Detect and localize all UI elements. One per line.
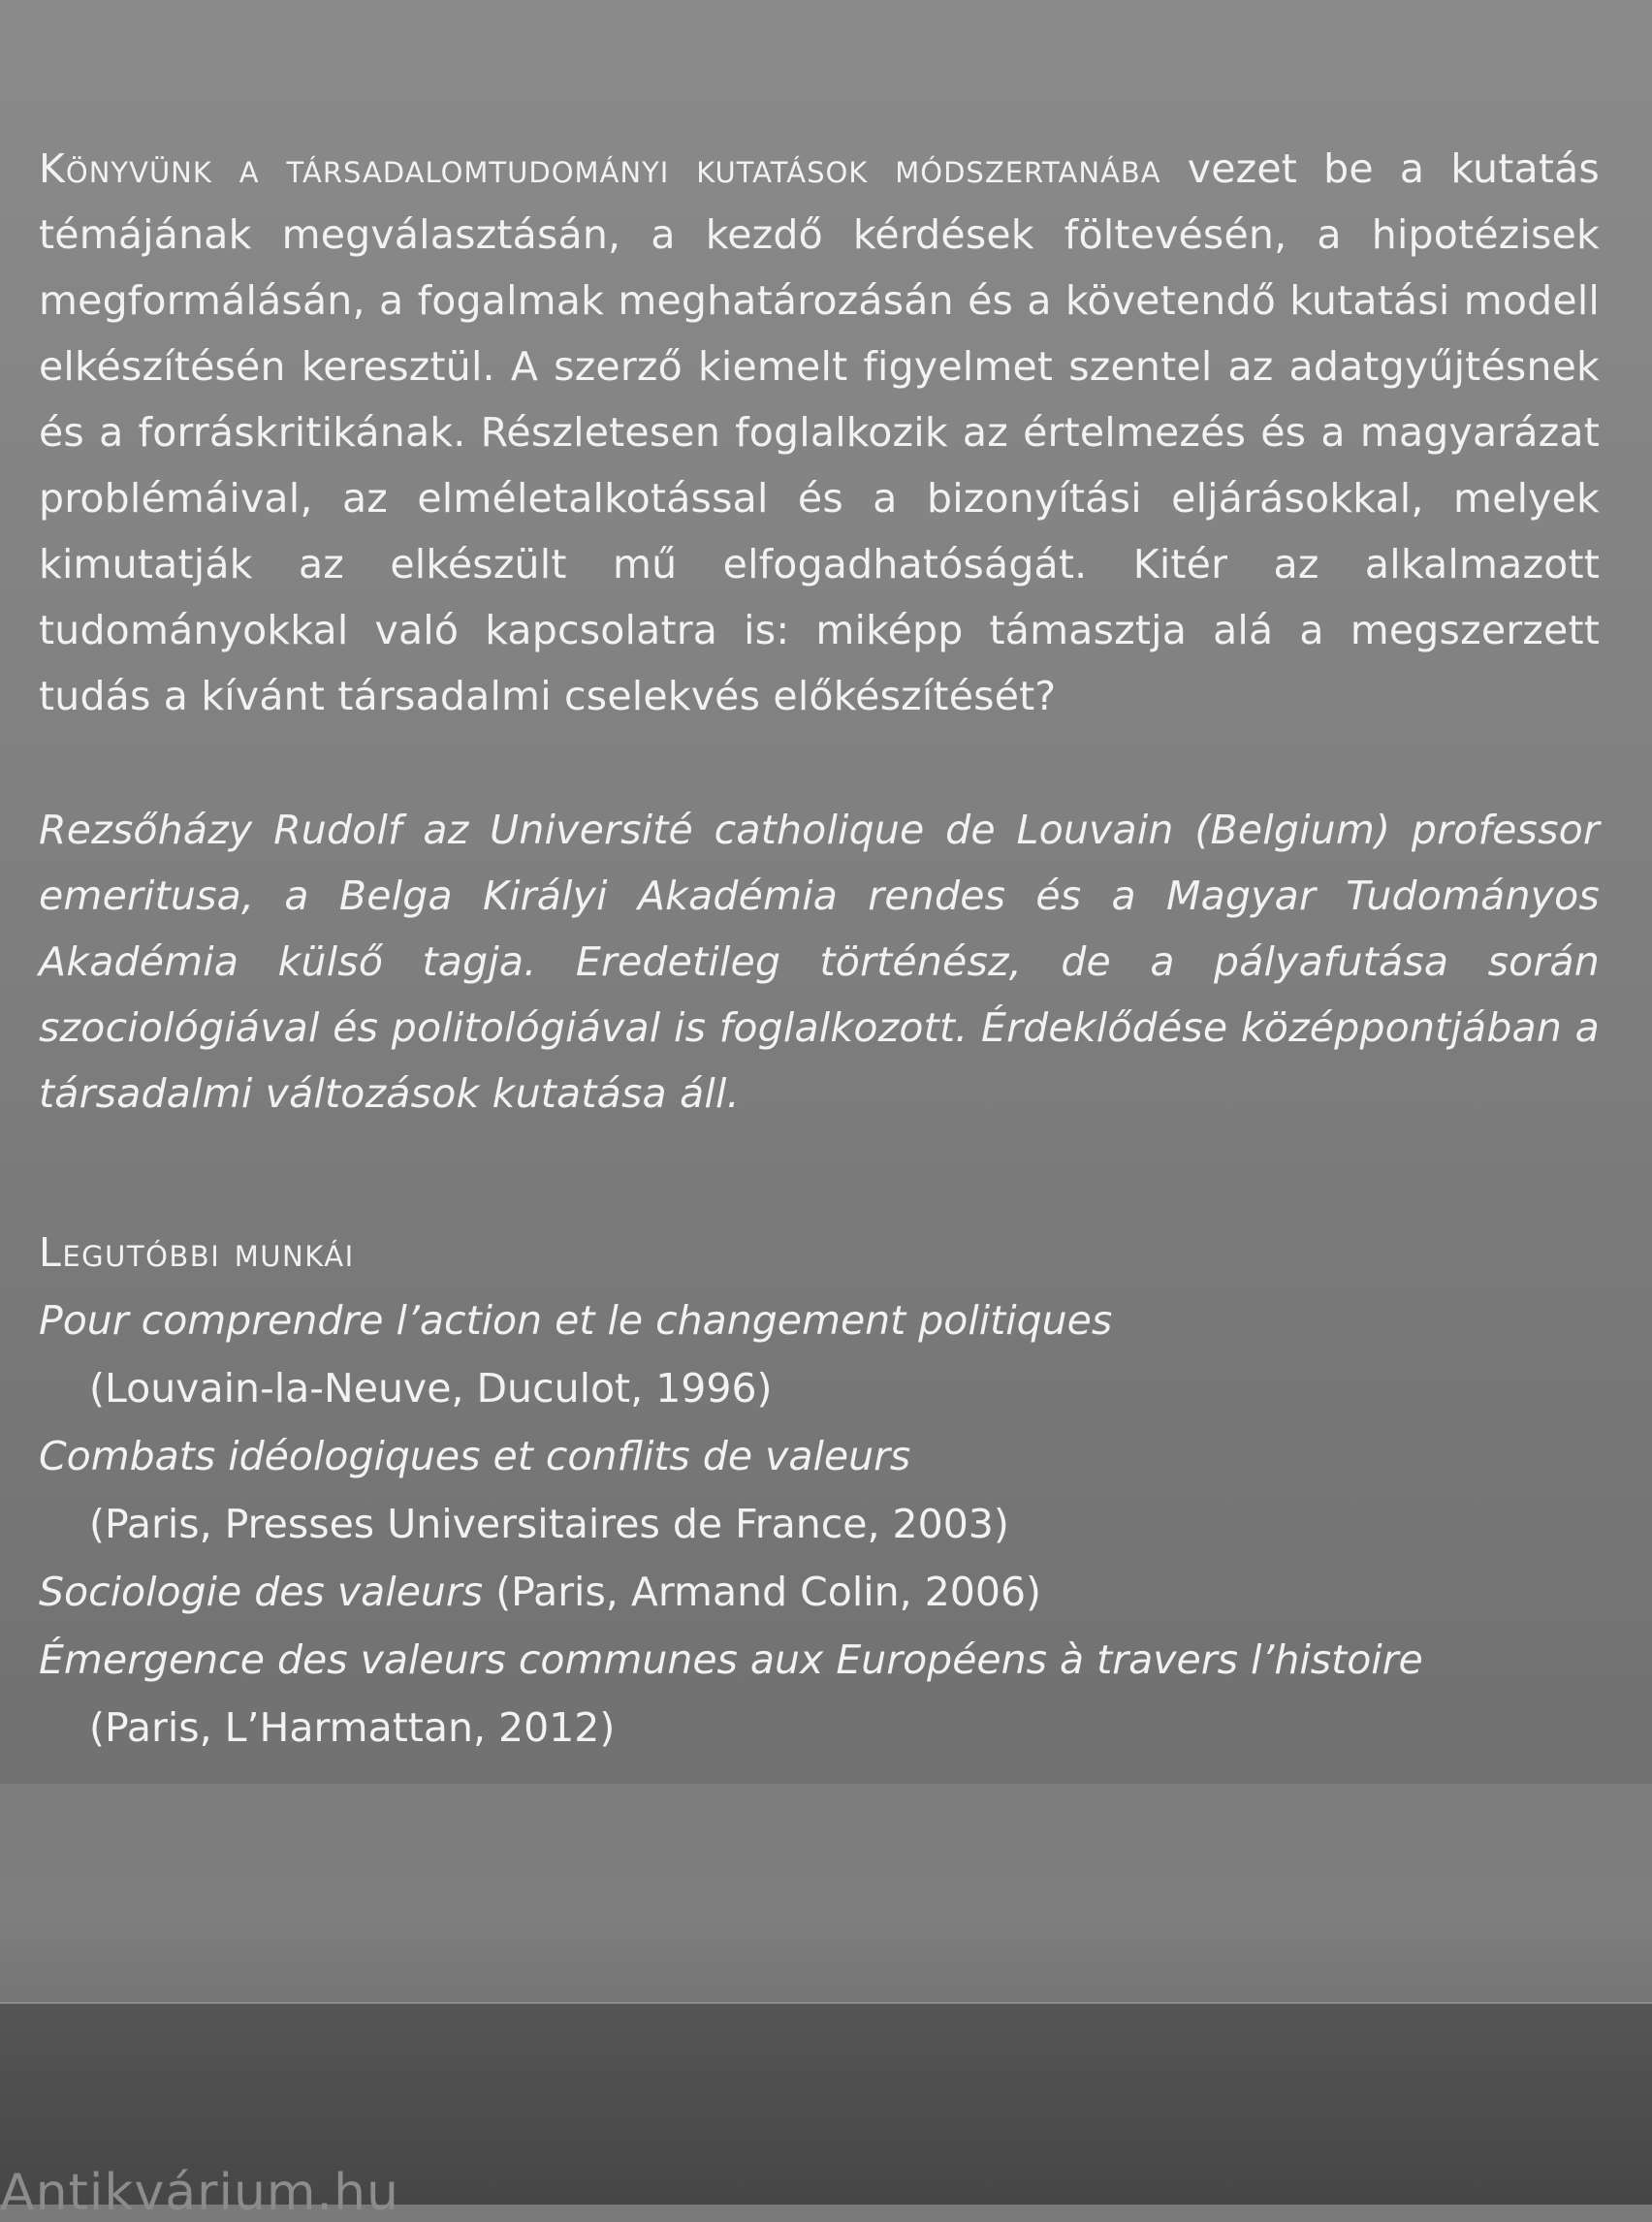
work-title: Sociologie des valeurs xyxy=(39,1569,484,1615)
work-item xyxy=(39,1558,1600,1626)
work-title: Pour comprendre l’action et le changement politiques xyxy=(39,1297,1113,1344)
work-publication: (Louvain-la-Neuve, Duculot, 1996) xyxy=(89,1365,773,1412)
book-description xyxy=(39,136,1600,729)
work-title: Émergence des valeurs communes aux Européens à travers l’histoire xyxy=(39,1636,1423,1683)
cover-lower-band xyxy=(0,1784,1652,2002)
work-item xyxy=(39,1626,1600,1762)
work-item xyxy=(39,1422,1600,1558)
author-bio: Rezsőházy Rudolf az Université catholique de Louvain (Belgium) professor emeritusa, a Belga Királyi Akadémia rendes és a Magyar Tudományos Akadémia külső tagja. Eredetileg történész, de a pályafutása során szociológiával és politológiával is foglalkozott. Érdeklődése középpontjában a társadalmi változások kutatása áll. xyxy=(39,807,1600,1117)
back-cover-text xyxy=(39,136,1600,1762)
work-publication: (Paris, Presses Universitaires de France, 2003) xyxy=(89,1501,1009,1547)
work-publication: (Paris, L’Harmattan, 2012) xyxy=(89,1704,616,1751)
recent-works xyxy=(39,1219,1600,1762)
work-item xyxy=(39,1286,1600,1422)
watermark-text: Antikvárium.hu xyxy=(0,2164,399,2222)
work-title: Combats idéologiques et conflits de valeurs xyxy=(39,1433,911,1479)
description-text: vezet be a kutatás témájának megválasztásán, a kezdő kérdések föltevésén, a hipotézisek megformálásán, a fogalmak meghatározásán és a követendő kutatási modell elkészítésén keresztül. A szerző kiemelt figyelmet szentel az adatgyűjtésnek és a forráskritikának. Részletesen foglalkozik az értelmezés és a magyarázat problémáival, az elméletalkotással és a bizonyítási eljárásokkal, melyek kimutatják az elkészült mű elfogadhatóságát. Kitér az alkalmazott tudományokkal való kapcsolatra is: miképp támasztja alá a megszerzett tudás a kívánt társadalmi cselekvés előkészítését? xyxy=(39,145,1600,719)
work-publication: (Paris, Armand Colin, 2006) xyxy=(495,1569,1042,1615)
description-lead: Könyvünk a társadalomtudományi kutatások módszertanába xyxy=(39,145,1161,192)
recent-works-heading: Legutóbbi munkái xyxy=(39,1229,355,1276)
